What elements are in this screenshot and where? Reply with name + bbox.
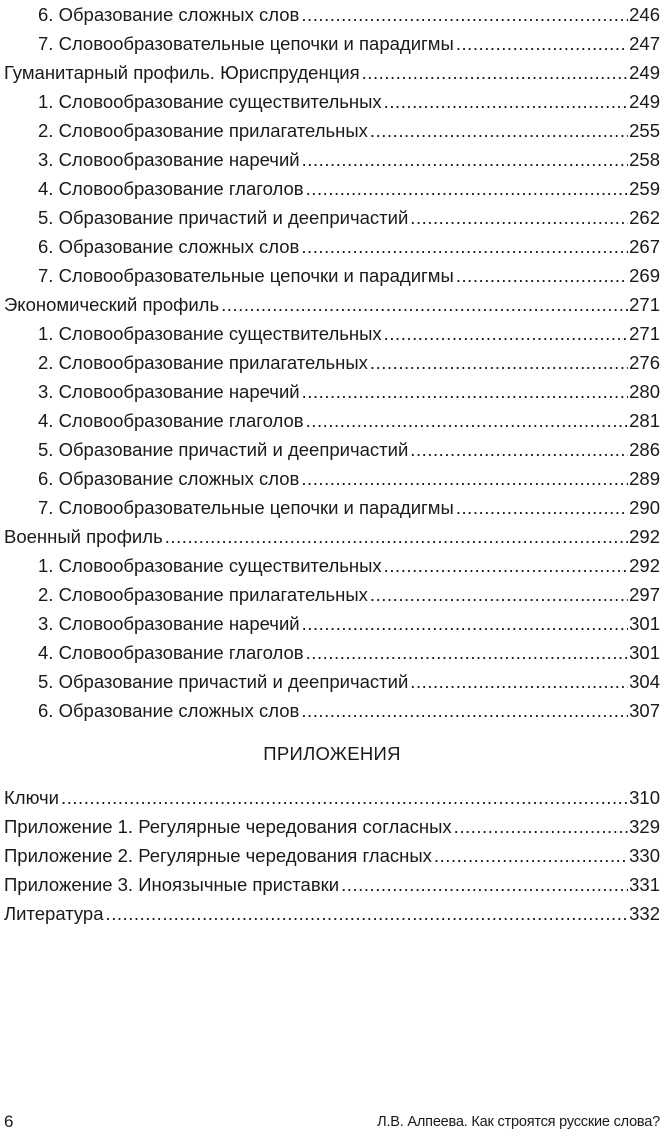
- toc-entry-title: 2. Словообразование прилагательных: [38, 120, 368, 141]
- toc-entry-title: Приложение 3. Иноязычные приставки: [4, 874, 340, 895]
- toc-leader-dots: [341, 870, 628, 899]
- toc-entry: [4, 261, 660, 290]
- toc-leader-dots: [61, 783, 628, 812]
- toc-entry-page: 301: [629, 613, 660, 634]
- toc-entry: [4, 58, 660, 87]
- toc-entry: [4, 174, 660, 203]
- toc-entry-title: 6. Образование сложных слов: [38, 4, 300, 25]
- toc-leader-dots: [302, 145, 629, 174]
- toc-entry: [4, 319, 660, 348]
- toc-entry-page: 247: [629, 33, 660, 54]
- toc-entry: [4, 377, 660, 406]
- toc-entry-title: Гуманитарный профиль. Юриспруденция: [4, 62, 360, 83]
- toc-entry-title: 2. Словообразование прилагательных: [38, 352, 368, 373]
- toc-entry-title: 1. Словообразование существительных: [38, 91, 382, 112]
- toc-leader-dots: [301, 232, 628, 261]
- toc-entry-page: 258: [629, 149, 660, 170]
- toc-entry: [4, 145, 660, 174]
- toc-entry-page: 332: [629, 903, 660, 924]
- toc-entry-page: 292: [629, 555, 660, 576]
- toc-entry: [4, 0, 660, 29]
- toc-entry: [4, 464, 660, 493]
- toc-entry: [4, 899, 660, 928]
- toc-entry-page: 329: [629, 816, 660, 837]
- toc-entry-title: 4. Словообразование глаголов: [38, 178, 304, 199]
- toc-entry-title: 6. Образование сложных слов: [38, 468, 300, 489]
- appendix-heading: ПРИЛОЖЕНИЯ: [263, 743, 401, 764]
- table-of-contents: [4, 0, 660, 928]
- toc-entry-title: 7. Словообразовательные цепочки и парадигмы: [38, 497, 454, 518]
- toc-entry: [4, 87, 660, 116]
- toc-leader-dots: [165, 522, 628, 551]
- toc-entry-page: 281: [629, 410, 660, 431]
- page-footer: [4, 1110, 660, 1134]
- toc-entry-page: 255: [629, 120, 660, 141]
- toc-entry: [4, 609, 660, 638]
- toc-entry-title: 7. Словообразовательные цепочки и парадигмы: [38, 33, 454, 54]
- toc-leader-dots: [301, 696, 628, 725]
- toc-entry-title: 3. Словообразование наречий: [38, 613, 300, 634]
- toc-entry: [4, 522, 660, 551]
- toc-entry-title: 6. Образование сложных слов: [38, 700, 300, 721]
- toc-leader-dots: [384, 87, 628, 116]
- toc-leader-dots: [106, 899, 629, 928]
- toc-entry-page: 249: [629, 91, 660, 112]
- toc-entry-page: 271: [629, 323, 660, 344]
- toc-entry-title: 7. Словообразовательные цепочки и парадигмы: [38, 265, 454, 286]
- toc-entry-page: 304: [629, 671, 660, 692]
- toc-entry: [4, 841, 660, 870]
- toc-entry-title: Ключи: [4, 787, 60, 808]
- toc-entry-title: Экономический профиль: [4, 294, 220, 315]
- toc-entry-title: 4. Словообразование глаголов: [38, 410, 304, 431]
- toc-entry-page: 331: [629, 874, 660, 895]
- toc-entry: [4, 551, 660, 580]
- toc-leader-dots: [456, 29, 628, 58]
- toc-entry-title: 5. Образование причастий и деепричастий: [38, 439, 409, 460]
- toc-leader-dots: [370, 348, 628, 377]
- toc-entry: [4, 638, 660, 667]
- toc-entry-page: 310: [629, 787, 660, 808]
- toc-leader-dots: [410, 435, 628, 464]
- toc-entry-page: 292: [629, 526, 660, 547]
- toc-entry: [4, 696, 660, 725]
- toc-entry: [4, 290, 660, 319]
- toc-leader-dots: [306, 638, 629, 667]
- toc-leader-dots: [370, 116, 628, 145]
- toc-entry-title: 2. Словообразование прилагательных: [38, 584, 368, 605]
- toc-leader-dots: [302, 377, 629, 406]
- toc-leader-dots: [456, 261, 628, 290]
- toc-entry: [4, 116, 660, 145]
- toc-leader-dots: [454, 812, 628, 841]
- toc-leader-dots: [410, 667, 628, 696]
- toc-entry: [4, 232, 660, 261]
- toc-entry-page: 259: [629, 178, 660, 199]
- toc-entry: [4, 783, 660, 812]
- running-title: Л.В. Алпеева. Как строятся русские слова?: [377, 1114, 660, 1130]
- toc-entry-page: 249: [629, 62, 660, 83]
- toc-entry-page: 301: [629, 642, 660, 663]
- toc-entry-page: 286: [629, 439, 660, 460]
- toc-entry-title: 5. Образование причастий и деепричастий: [38, 207, 409, 228]
- toc-entry-page: 290: [629, 497, 660, 518]
- page-number: 6: [4, 1112, 14, 1131]
- toc-leader-dots: [306, 406, 629, 435]
- toc-entry-page: 262: [629, 207, 660, 228]
- toc-appendix-list: [4, 783, 660, 928]
- toc-entry: [4, 667, 660, 696]
- toc-entry-page: 271: [629, 294, 660, 315]
- toc-leader-dots: [302, 609, 629, 638]
- toc-entry-title: Приложение 2. Регулярные чередования гласных: [4, 845, 432, 866]
- toc-leader-dots: [362, 58, 629, 87]
- toc-leader-dots: [301, 0, 628, 29]
- toc-entry: [4, 406, 660, 435]
- toc-entry: [4, 348, 660, 377]
- toc-entry-title: 1. Словообразование существительных: [38, 323, 382, 344]
- toc-entry: [4, 493, 660, 522]
- toc-entry-title: Военный профиль: [4, 526, 163, 547]
- toc-entry-page: 269: [629, 265, 660, 286]
- toc-entry-title: 5. Образование причастий и деепричастий: [38, 671, 409, 692]
- toc-entry-title: Приложение 1. Регулярные чередования согласных: [4, 816, 452, 837]
- toc-entry-page: 297: [629, 584, 660, 605]
- toc-leader-dots: [301, 464, 628, 493]
- toc-entry-title: 3. Словообразование наречий: [38, 381, 300, 402]
- toc-entry: [4, 203, 660, 232]
- toc-entry-title: 4. Словообразование глаголов: [38, 642, 304, 663]
- toc-entry: [4, 580, 660, 609]
- toc-entry-page: 267: [629, 236, 660, 257]
- toc-entry-page: 330: [629, 845, 660, 866]
- toc-leader-dots: [370, 580, 628, 609]
- toc-entry: [4, 29, 660, 58]
- toc-entry-page: 307: [629, 700, 660, 721]
- toc-leader-dots: [384, 551, 628, 580]
- toc-entry: [4, 435, 660, 464]
- toc-main-list: [4, 0, 660, 725]
- toc-entry-page: 280: [629, 381, 660, 402]
- toc-leader-dots: [306, 174, 629, 203]
- toc-entry-title: 6. Образование сложных слов: [38, 236, 300, 257]
- toc-leader-dots: [456, 493, 628, 522]
- toc-entry-page: 289: [629, 468, 660, 489]
- toc-entry-title: 3. Словообразование наречий: [38, 149, 300, 170]
- toc-leader-dots: [410, 203, 628, 232]
- toc-leader-dots: [221, 290, 628, 319]
- toc-entry-title: 1. Словообразование существительных: [38, 555, 382, 576]
- toc-leader-dots: [434, 841, 628, 870]
- toc-entry: [4, 870, 660, 899]
- toc-leader-dots: [384, 319, 628, 348]
- toc-entry-page: 246: [629, 4, 660, 25]
- toc-entry-page: 276: [629, 352, 660, 373]
- toc-entry-title: Литература: [4, 903, 104, 924]
- toc-entry: [4, 812, 660, 841]
